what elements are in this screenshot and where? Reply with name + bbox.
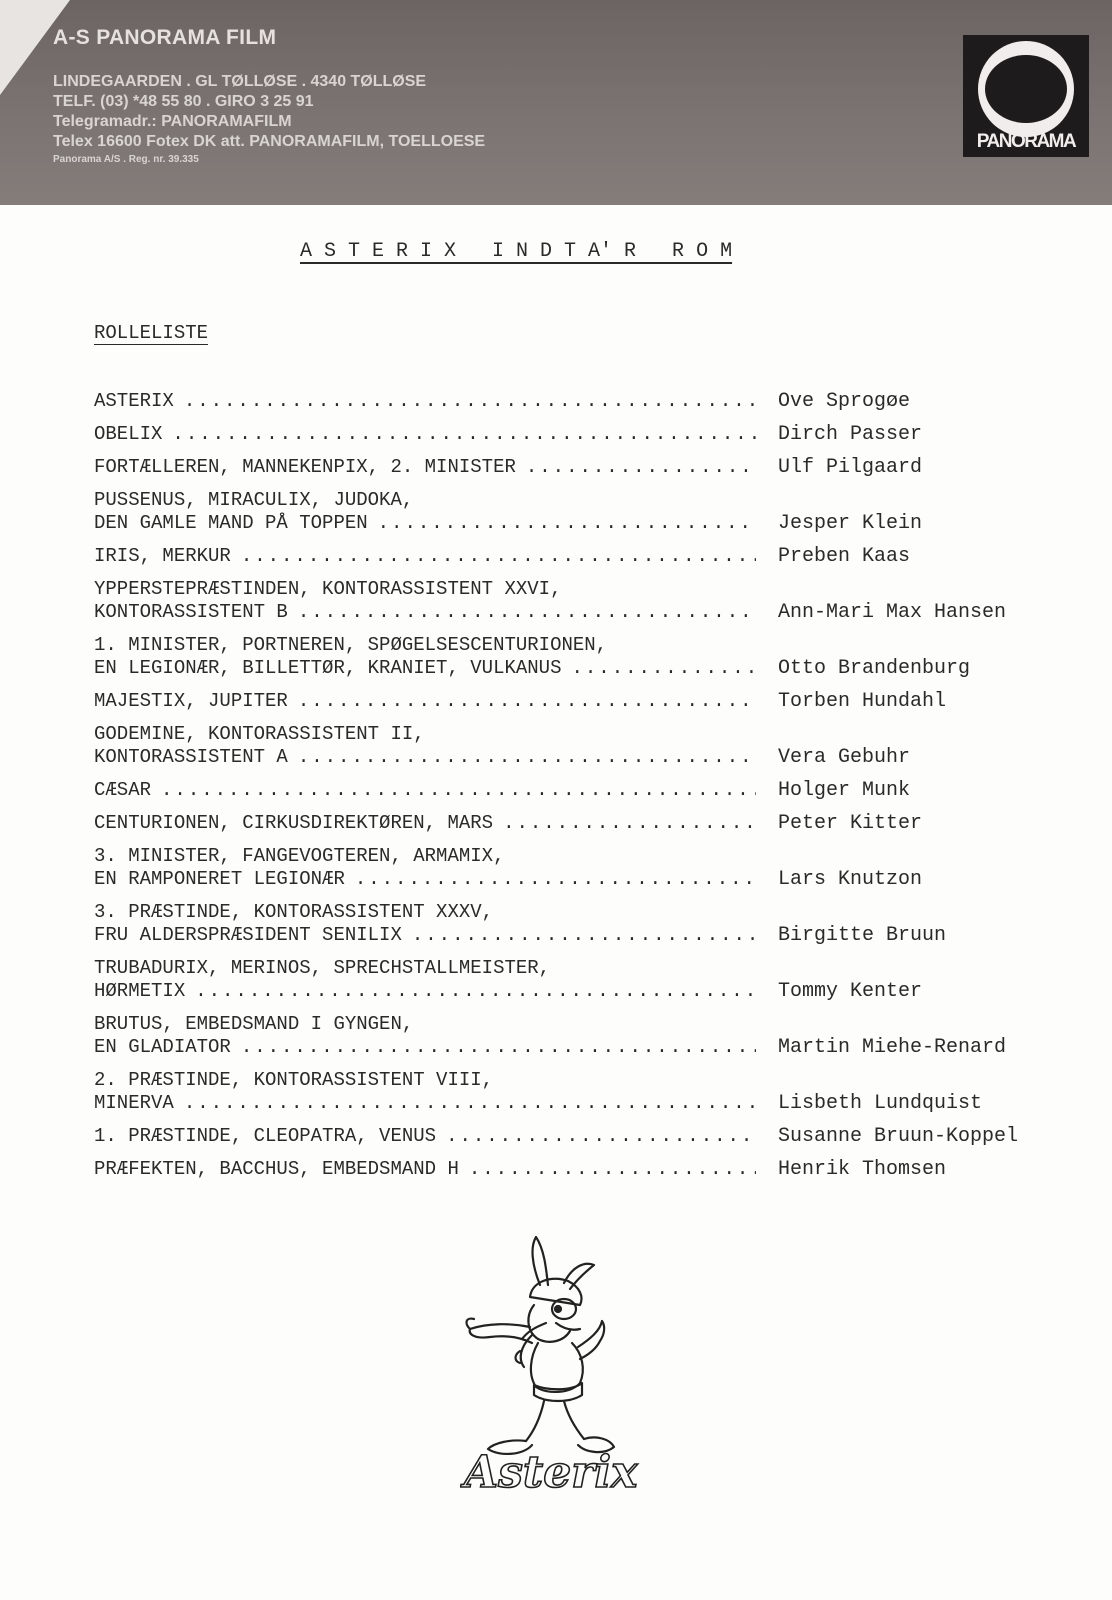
role-cell <box>94 545 756 568</box>
actor-name: Ulf Pilgaard <box>778 456 923 479</box>
actor-name: Martin Miehe-Renard <box>778 1036 1007 1059</box>
role-name: CÆSAR <box>94 779 152 801</box>
role-cell <box>94 390 756 413</box>
dot-leader <box>161 779 756 802</box>
dot-leader <box>195 980 756 1003</box>
actor-name: Ann-Mari Max Hansen <box>778 601 1007 624</box>
company-telegram: Telegramadr.: PANORAMAFILM <box>53 113 292 130</box>
dot-leader <box>184 390 756 413</box>
actor-name: Susanne Bruun-Koppel <box>778 1125 1019 1148</box>
role-name: PRÆFEKTEN, BACCHUS, EMBEDSMAND H <box>94 1158 459 1180</box>
role-cell <box>94 578 756 624</box>
actor-name: Preben Kaas <box>778 545 911 568</box>
cast-row <box>94 456 1084 479</box>
actor-name: Henrik Thomsen <box>778 1158 947 1181</box>
role-name: KONTORASSISTENT B <box>94 601 288 623</box>
role-cell <box>94 1125 756 1148</box>
dot-leader <box>469 1158 756 1181</box>
actor-name: Birgitte Bruun <box>778 924 947 947</box>
company-registration: Panorama A/S . Reg. nr. 39.335 <box>53 154 199 165</box>
role-cell <box>94 901 756 947</box>
document-title: A S T E R I X I N D T A' R R O M <box>300 240 733 263</box>
role-name: YPPERSTEPRÆSTINDEN, KONTORASSISTENT XXVI, <box>94 578 562 600</box>
logo-ring-icon <box>978 41 1074 137</box>
role-name: 1. MINISTER, PORTNEREN, SPØGELSESCENTURIONEN, <box>94 634 608 656</box>
role-name: HØRMETIX <box>94 980 186 1002</box>
cast-row <box>94 690 1084 713</box>
dot-leader <box>412 924 756 947</box>
company-address: LINDEGAARDEN . GL TØLLØSE . 4340 TØLLØSE <box>53 73 427 90</box>
dot-leader <box>241 545 756 568</box>
role-name: EN GLADIATOR <box>94 1036 231 1058</box>
role-cell <box>94 634 756 680</box>
role-cell <box>94 957 756 1003</box>
role-name: FORTÆLLEREN, MANNEKENPIX, 2. MINISTER <box>94 456 516 478</box>
dot-leader <box>172 423 756 446</box>
role-name: EN RAMPONERET LEGIONÆR <box>94 868 345 890</box>
role-cell <box>94 690 756 713</box>
dot-leader <box>298 601 756 624</box>
letterhead <box>0 0 1112 205</box>
actor-name: Ove Sprogøe <box>778 390 911 413</box>
role-cell <box>94 423 756 446</box>
role-name: ASTERIX <box>94 390 174 412</box>
role-name: FRU ALDERSPRÆSIDENT SENILIX <box>94 924 402 946</box>
cast-row <box>94 779 1084 802</box>
dot-leader <box>184 1092 756 1115</box>
actor-name: Vera Gebuhr <box>778 746 911 769</box>
dot-leader <box>378 512 756 535</box>
company-phone: TELF. (03) *48 55 80 . GIRO 3 25 91 <box>53 93 314 110</box>
dot-leader <box>503 812 756 835</box>
role-name: IRIS, MERKUR <box>94 545 231 567</box>
role-name: DEN GAMLE MAND PÅ TOPPEN <box>94 512 368 534</box>
role-cell <box>94 456 756 479</box>
actor-name: Torben Hundahl <box>778 690 947 713</box>
dot-leader <box>241 1036 756 1059</box>
role-name: OBELIX <box>94 423 163 445</box>
company-name: A-S PANORAMA FILM <box>53 26 277 49</box>
cast-list <box>94 390 1084 1191</box>
company-telex: Telex 16600 Fotex DK att. PANORAMAFILM, TOELLOESE <box>53 133 486 150</box>
actor-name: Holger Munk <box>778 779 911 802</box>
role-name: BRUTUS, EMBEDSMAND I GYNGEN, <box>94 1013 414 1035</box>
dot-leader <box>298 690 756 713</box>
cast-row <box>94 845 1084 891</box>
asterix-drawing-icon <box>460 1235 640 1495</box>
dot-leader <box>355 868 756 891</box>
cast-row <box>94 1158 1084 1181</box>
role-cell <box>94 1158 756 1181</box>
role-name: 3. MINISTER, FANGEVOGTEREN, ARMAMIX, <box>94 845 505 867</box>
logo-label: PANORAMA <box>976 131 1076 152</box>
cast-row <box>94 545 1084 568</box>
cast-row <box>94 423 1084 446</box>
role-name: 2. PRÆSTINDE, KONTORASSISTENT VIII, <box>94 1069 494 1091</box>
cast-row <box>94 390 1084 413</box>
actor-name: Tommy Kenter <box>778 980 923 1003</box>
role-cell <box>94 1069 756 1115</box>
actor-name: Otto Brandenburg <box>778 657 971 680</box>
role-name: 3. PRÆSTINDE, KONTORASSISTENT XXXV, <box>94 901 494 923</box>
role-cell <box>94 489 756 535</box>
role-cell <box>94 723 756 769</box>
role-name: CENTURIONEN, CIRKUSDIREKTØREN, MARS <box>94 812 494 834</box>
actor-name: Jesper Klein <box>778 512 923 535</box>
dot-leader <box>298 746 756 769</box>
letterhead-text <box>53 26 485 165</box>
actor-name: Dirch Passer <box>778 423 923 446</box>
panorama-logo <box>963 35 1089 157</box>
role-cell <box>94 779 756 802</box>
role-name: PUSSENUS, MIRACULIX, JUDOKA, <box>94 489 414 511</box>
cast-row <box>94 1125 1084 1148</box>
actor-name: Peter Kitter <box>778 812 923 835</box>
cast-row <box>94 1069 1084 1115</box>
actor-name: Lars Knutzon <box>778 868 923 891</box>
dot-leader <box>446 1125 756 1148</box>
cast-row <box>94 723 1084 769</box>
cast-row <box>94 634 1084 680</box>
cast-row <box>94 578 1084 624</box>
cast-row <box>94 957 1084 1003</box>
asterix-illustration <box>460 1235 640 1500</box>
role-name: EN LEGIONÆR, BILLETTØR, KRANIET, VULKANUS <box>94 657 562 679</box>
cast-row <box>94 1013 1084 1059</box>
dot-leader <box>526 456 756 479</box>
actor-name: Lisbeth Lundquist <box>778 1092 983 1115</box>
cast-row <box>94 812 1084 835</box>
role-name: 1. PRÆSTINDE, CLEOPATRA, VENUS <box>94 1125 437 1147</box>
role-cell <box>94 845 756 891</box>
role-cell <box>94 812 756 835</box>
cast-row <box>94 901 1084 947</box>
section-heading: ROLLELISTE <box>94 322 209 344</box>
asterix-logo-text: Asterix <box>464 1447 638 1495</box>
role-cell <box>94 1013 756 1059</box>
dot-leader <box>571 657 756 680</box>
role-name: MINERVA <box>94 1092 174 1114</box>
role-name: MAJESTIX, JUPITER <box>94 690 288 712</box>
role-name: KONTORASSISTENT A <box>94 746 288 768</box>
role-name: TRUBADURIX, MERINOS, SPRECHSTALLMEISTER, <box>94 957 551 979</box>
role-name: GODEMINE, KONTORASSISTENT II, <box>94 723 425 745</box>
cast-row <box>94 489 1084 535</box>
